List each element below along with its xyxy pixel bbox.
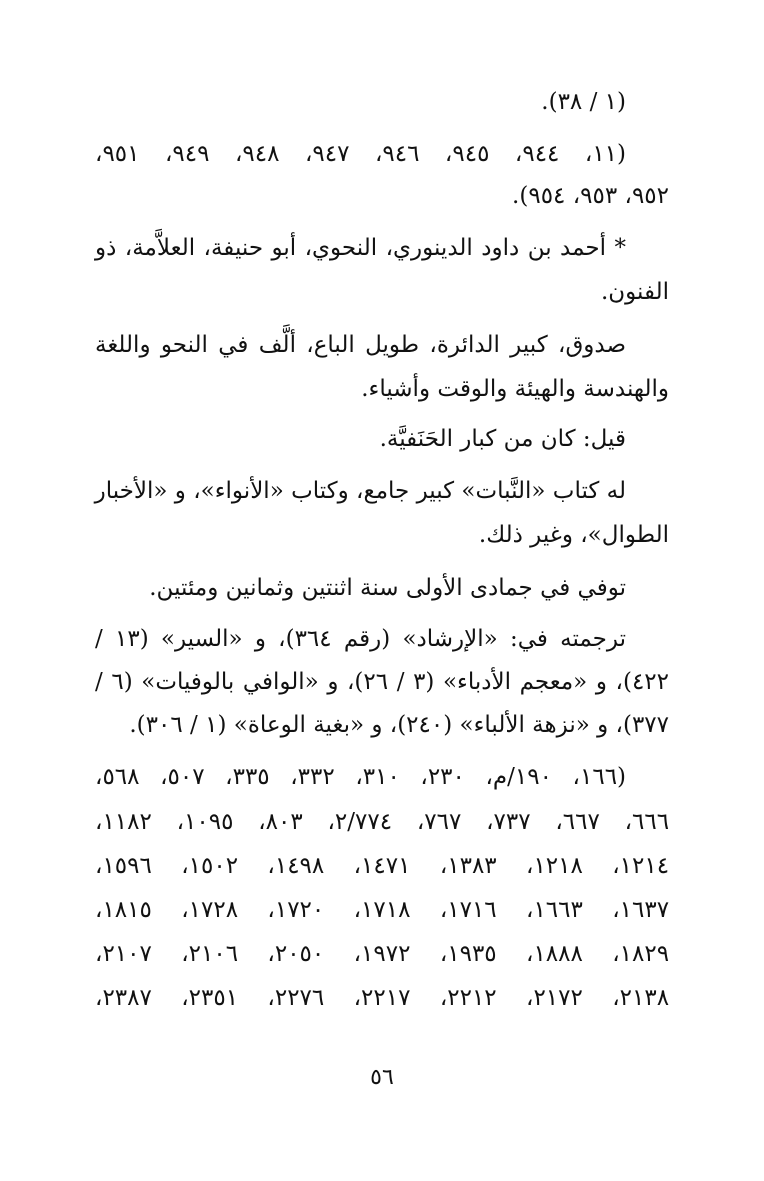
text-line-19: ١٨٢٩، ١٨٨٨، ١٩٣٥، ١٩٧٢، ٢٠٥٠، ٢١٠٦، ٢١٠٧، <box>95 941 670 967</box>
text-line-4: * أحمد بن داود الدينوري، النحوي، أبو حنيفة، العلاَّمة، ذو <box>95 235 626 261</box>
text-line-10: الطوال»، وغير ذلك. <box>478 522 669 548</box>
book-page <box>95 0 669 1181</box>
text-line-7: والهندسة والهيئة والوقت وأشياء. <box>361 376 669 402</box>
text-line-2: (١١، ٩٤٤، ٩٤٥، ٩٤٦، ٩٤٧، ٩٤٨، ٩٤٩، ٩٥١، <box>95 141 627 167</box>
text-line-9: له كتاب «النَّبات» كبير جامع، وكتاب «الأنواء»، و «الأخبار <box>94 478 626 504</box>
text-line-20: ٢١٣٨، ٢١٧٢، ٢٢١٢، ٢٢١٧، ٢٢٧٦، ٢٣٥١، ٢٣٨٧، <box>95 985 670 1011</box>
text-line-5: الفنون. <box>600 279 669 305</box>
text-line-17: ١٢١٤، ١٢١٨، ١٣٨٣، ١٤٧١، ١٤٩٨، ١٥٠٢، ١٥٩٦، <box>95 853 670 879</box>
text-line-15: (١٦٦، ١٩٠/م، ٢٣٠، ٣١٠، ٣٣٢، ٣٣٥، ٥٠٧، ٥٦٨، <box>95 764 627 790</box>
text-line-11: توفي في جمادى الأولى سنة اثنتين وثمانين ومئتين. <box>149 575 626 601</box>
text-line-12: ترجمته في: «الإرشاد» (رقم ٣٦٤)، و «السير» (١٣ / <box>95 626 626 652</box>
text-line-3: ٩٥٢، ٩٥٣، ٩٥٤). <box>512 183 669 209</box>
text-line-14: ٣٧٧)، و «نزهة الألباء» (٢٤٠)، و «بغية الوعاة» (١ / ٣٠٦). <box>129 712 669 738</box>
text-line-1: (١ / ٣٨). <box>541 89 626 115</box>
text-line-18: ١٦٣٧، ١٦٦٣، ١٧١٦، ١٧١٨، ١٧٢٠، ١٧٢٨، ١٨١٥، <box>95 897 670 923</box>
text-line-6: صدوق، كبير الدائرة، طويل الباع، ألَّف في النحو واللغة <box>95 332 626 358</box>
text-line-16: ٦٦٦، ٦٦٧، ٧٣٧، ٧٦٧، ٢/٧٧٤، ٨٠٣، ١٠٩٥، ١١٨٢، <box>95 809 670 835</box>
page-number: ٥٦ <box>370 1065 394 1090</box>
text-line-13: ٤٢٢)، و «معجم الأدباء» (٣ / ٢٦)، و «الوافي بالوفيات» (٦ / <box>95 669 669 695</box>
text-line-8: قيل: كان من كبار الحَنَفيَّة. <box>379 426 626 452</box>
